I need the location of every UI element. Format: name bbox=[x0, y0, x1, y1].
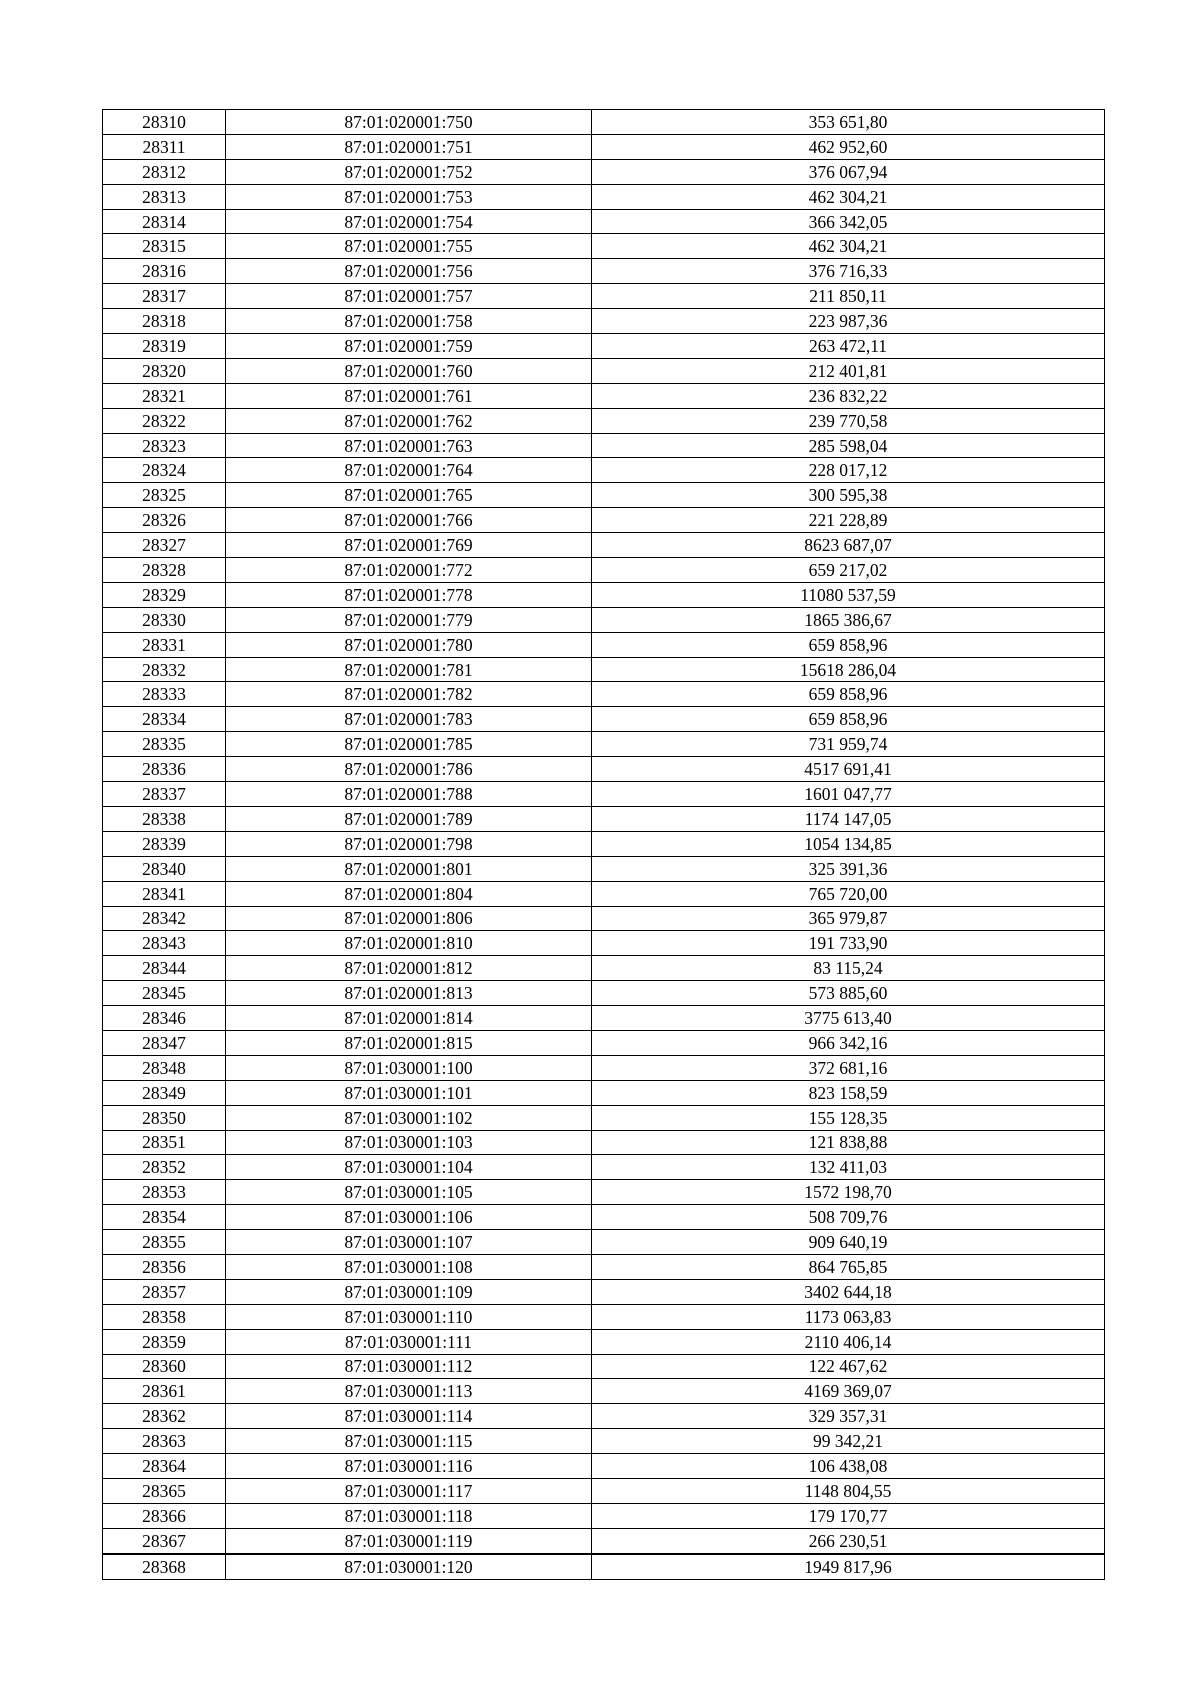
row-number-cell: 28351 bbox=[103, 1130, 226, 1155]
table-row bbox=[103, 234, 1105, 259]
row-number-cell: 28331 bbox=[103, 632, 226, 657]
table-row bbox=[103, 184, 1105, 209]
table-row bbox=[103, 632, 1105, 657]
cadastral-number-cell: 87:01:020001:782 bbox=[226, 682, 592, 707]
table-row bbox=[103, 533, 1105, 558]
cadastral-value-cell: 83 115,24 bbox=[592, 956, 1105, 981]
cadastral-number-cell: 87:01:030001:120 bbox=[226, 1554, 592, 1579]
cadastral-value-cell: 263 472,11 bbox=[592, 334, 1105, 359]
cadastral-value-cell: 122 467,62 bbox=[592, 1354, 1105, 1379]
row-number-cell: 28332 bbox=[103, 657, 226, 682]
table-row bbox=[103, 1279, 1105, 1304]
cadastral-value-cell: 365 979,87 bbox=[592, 906, 1105, 931]
row-number-cell: 28336 bbox=[103, 757, 226, 782]
cadastral-value-cell: 221 228,89 bbox=[592, 508, 1105, 533]
cadastral-number-cell: 87:01:020001:788 bbox=[226, 782, 592, 807]
cadastral-value-cell: 132 411,03 bbox=[592, 1155, 1105, 1180]
cadastral-value-cell: 909 640,19 bbox=[592, 1230, 1105, 1255]
cadastral-value-cell: 179 170,77 bbox=[592, 1503, 1105, 1528]
cadastral-number-cell: 87:01:030001:106 bbox=[226, 1205, 592, 1230]
cadastral-value-cell: 765 720,00 bbox=[592, 881, 1105, 906]
cadastral-number-cell: 87:01:020001:756 bbox=[226, 259, 592, 284]
cadastral-number-cell: 87:01:030001:100 bbox=[226, 1055, 592, 1080]
row-number-cell: 28345 bbox=[103, 981, 226, 1006]
cadastral-number-cell: 87:01:020001:801 bbox=[226, 856, 592, 881]
table-row bbox=[103, 1230, 1105, 1255]
table-row bbox=[103, 1055, 1105, 1080]
cadastral-value-cell: 2110 406,14 bbox=[592, 1329, 1105, 1354]
cadastral-value-cell: 325 391,36 bbox=[592, 856, 1105, 881]
cadastral-number-cell: 87:01:020001:779 bbox=[226, 607, 592, 632]
row-number-cell: 28360 bbox=[103, 1354, 226, 1379]
row-number-cell: 28321 bbox=[103, 383, 226, 408]
row-number-cell: 28310 bbox=[103, 110, 226, 135]
cadastral-value-cell: 659 217,02 bbox=[592, 558, 1105, 583]
row-number-cell: 28368 bbox=[103, 1554, 226, 1579]
row-number-cell: 28363 bbox=[103, 1429, 226, 1454]
table-row bbox=[103, 309, 1105, 334]
table-row bbox=[103, 1180, 1105, 1205]
cadastral-value-cell: 3775 613,40 bbox=[592, 1006, 1105, 1031]
cadastral-number-cell: 87:01:020001:758 bbox=[226, 309, 592, 334]
cadastral-number-cell: 87:01:030001:115 bbox=[226, 1429, 592, 1454]
table-row bbox=[103, 806, 1105, 831]
table-row bbox=[103, 259, 1105, 284]
cadastral-value-cell: 462 304,21 bbox=[592, 184, 1105, 209]
table-row bbox=[103, 134, 1105, 159]
row-number-cell: 28344 bbox=[103, 956, 226, 981]
table-row bbox=[103, 358, 1105, 383]
cadastral-number-cell: 87:01:030001:113 bbox=[226, 1379, 592, 1404]
row-number-cell: 28347 bbox=[103, 1030, 226, 1055]
row-number-cell: 28328 bbox=[103, 558, 226, 583]
cadastral-value-cell: 353 651,80 bbox=[592, 110, 1105, 135]
cadastral-value-cell: 462 952,60 bbox=[592, 134, 1105, 159]
table-row bbox=[103, 657, 1105, 682]
cadastral-value-cell: 15618 286,04 bbox=[592, 657, 1105, 682]
cadastral-value-cell: 223 987,36 bbox=[592, 309, 1105, 334]
cadastral-value-cell: 1173 063,83 bbox=[592, 1304, 1105, 1329]
cadastral-number-cell: 87:01:030001:111 bbox=[226, 1329, 592, 1354]
cadastral-number-cell: 87:01:020001:785 bbox=[226, 732, 592, 757]
cadastral-number-cell: 87:01:020001:804 bbox=[226, 881, 592, 906]
table-row bbox=[103, 1329, 1105, 1354]
row-number-cell: 28338 bbox=[103, 806, 226, 831]
cadastral-number-cell: 87:01:030001:105 bbox=[226, 1180, 592, 1205]
cadastral-value-cell: 4169 369,07 bbox=[592, 1379, 1105, 1404]
cadastral-value-cell: 228 017,12 bbox=[592, 458, 1105, 483]
row-number-cell: 28326 bbox=[103, 508, 226, 533]
row-number-cell: 28359 bbox=[103, 1329, 226, 1354]
cadastral-number-cell: 87:01:020001:812 bbox=[226, 956, 592, 981]
cadastral-value-cell: 864 765,85 bbox=[592, 1254, 1105, 1279]
cadastral-number-cell: 87:01:020001:754 bbox=[226, 209, 592, 234]
table-row bbox=[103, 757, 1105, 782]
cadastral-number-cell: 87:01:020001:783 bbox=[226, 707, 592, 732]
row-number-cell: 28337 bbox=[103, 782, 226, 807]
row-number-cell: 28366 bbox=[103, 1503, 226, 1528]
cadastral-value-cell: 376 067,94 bbox=[592, 159, 1105, 184]
table-row bbox=[103, 408, 1105, 433]
table-row bbox=[103, 1205, 1105, 1230]
cadastral-number-cell: 87:01:020001:786 bbox=[226, 757, 592, 782]
table-row bbox=[103, 1030, 1105, 1055]
table-row bbox=[103, 856, 1105, 881]
row-number-cell: 28324 bbox=[103, 458, 226, 483]
row-number-cell: 28314 bbox=[103, 209, 226, 234]
cadastral-number-cell: 87:01:030001:119 bbox=[226, 1528, 592, 1553]
cadastral-value-cell: 11080 537,59 bbox=[592, 582, 1105, 607]
cadastral-value-cell: 573 885,60 bbox=[592, 981, 1105, 1006]
table-row bbox=[103, 1354, 1105, 1379]
row-number-cell: 28320 bbox=[103, 358, 226, 383]
cadastral-number-cell: 87:01:020001:806 bbox=[226, 906, 592, 931]
row-number-cell: 28358 bbox=[103, 1304, 226, 1329]
cadastral-number-cell: 87:01:030001:118 bbox=[226, 1503, 592, 1528]
row-number-cell: 28330 bbox=[103, 607, 226, 632]
row-number-cell: 28316 bbox=[103, 259, 226, 284]
cadastral-value-cell: 285 598,04 bbox=[592, 433, 1105, 458]
table-row bbox=[103, 682, 1105, 707]
table-row bbox=[103, 1478, 1105, 1503]
row-number-cell: 28356 bbox=[103, 1254, 226, 1279]
cadastral-number-cell: 87:01:030001:101 bbox=[226, 1080, 592, 1105]
row-number-cell: 28343 bbox=[103, 931, 226, 956]
table-row bbox=[103, 956, 1105, 981]
row-number-cell: 28311 bbox=[103, 134, 226, 159]
cadastral-number-cell: 87:01:030001:116 bbox=[226, 1454, 592, 1479]
cadastral-number-cell: 87:01:030001:103 bbox=[226, 1130, 592, 1155]
row-number-cell: 28342 bbox=[103, 906, 226, 931]
cadastral-number-cell: 87:01:020001:750 bbox=[226, 110, 592, 135]
cadastral-number-cell: 87:01:020001:755 bbox=[226, 234, 592, 259]
cadastral-number-cell: 87:01:020001:751 bbox=[226, 134, 592, 159]
cadastral-value-cell: 211 850,11 bbox=[592, 284, 1105, 309]
table-row bbox=[103, 881, 1105, 906]
cadastral-value-cell: 731 959,74 bbox=[592, 732, 1105, 757]
cadastral-value-cell: 966 342,16 bbox=[592, 1030, 1105, 1055]
row-number-cell: 28357 bbox=[103, 1279, 226, 1304]
cadastral-value-cell: 1949 817,96 bbox=[592, 1554, 1105, 1579]
row-number-cell: 28353 bbox=[103, 1180, 226, 1205]
cadastral-value-cell: 1572 198,70 bbox=[592, 1180, 1105, 1205]
cadastral-number-cell: 87:01:020001:761 bbox=[226, 383, 592, 408]
row-number-cell: 28346 bbox=[103, 1006, 226, 1031]
cadastral-number-cell: 87:01:020001:766 bbox=[226, 508, 592, 533]
table-row bbox=[103, 483, 1105, 508]
cadastral-value-cell: 8623 687,07 bbox=[592, 533, 1105, 558]
cadastral-number-cell: 87:01:020001:760 bbox=[226, 358, 592, 383]
cadastral-value-cell: 508 709,76 bbox=[592, 1205, 1105, 1230]
table-row bbox=[103, 159, 1105, 184]
cadastral-value-cell: 212 401,81 bbox=[592, 358, 1105, 383]
cadastral-value-cell: 191 733,90 bbox=[592, 931, 1105, 956]
cadastral-value-cell: 236 832,22 bbox=[592, 383, 1105, 408]
cadastral-value-cell: 121 838,88 bbox=[592, 1130, 1105, 1155]
cadastral-number-cell: 87:01:020001:757 bbox=[226, 284, 592, 309]
cadastral-number-cell: 87:01:020001:781 bbox=[226, 657, 592, 682]
cadastral-number-cell: 87:01:020001:769 bbox=[226, 533, 592, 558]
cadastral-number-cell: 87:01:020001:815 bbox=[226, 1030, 592, 1055]
cadastral-number-cell: 87:01:020001:778 bbox=[226, 582, 592, 607]
cadastral-number-cell: 87:01:030001:110 bbox=[226, 1304, 592, 1329]
cadastral-number-cell: 87:01:020001:759 bbox=[226, 334, 592, 359]
row-number-cell: 28352 bbox=[103, 1155, 226, 1180]
cadastral-number-cell: 87:01:030001:114 bbox=[226, 1404, 592, 1429]
row-number-cell: 28329 bbox=[103, 582, 226, 607]
table-row bbox=[103, 508, 1105, 533]
cadastral-number-cell: 87:01:020001:764 bbox=[226, 458, 592, 483]
row-number-cell: 28349 bbox=[103, 1080, 226, 1105]
cadastral-number-cell: 87:01:020001:762 bbox=[226, 408, 592, 433]
table-row bbox=[103, 1528, 1105, 1553]
table-row bbox=[103, 732, 1105, 757]
table-row bbox=[103, 1503, 1105, 1528]
cadastral-number-cell: 87:01:030001:109 bbox=[226, 1279, 592, 1304]
row-number-cell: 28341 bbox=[103, 881, 226, 906]
cadastral-number-cell: 87:01:020001:763 bbox=[226, 433, 592, 458]
row-number-cell: 28325 bbox=[103, 483, 226, 508]
row-number-cell: 28350 bbox=[103, 1105, 226, 1130]
cadastral-value-cell: 329 357,31 bbox=[592, 1404, 1105, 1429]
row-number-cell: 28348 bbox=[103, 1055, 226, 1080]
row-number-cell: 28354 bbox=[103, 1205, 226, 1230]
cadastral-value-cell: 239 770,58 bbox=[592, 408, 1105, 433]
row-number-cell: 28362 bbox=[103, 1404, 226, 1429]
table-row bbox=[103, 1105, 1105, 1130]
table-row bbox=[103, 1155, 1105, 1180]
cadastral-number-cell: 87:01:030001:117 bbox=[226, 1478, 592, 1503]
cadastral-value-cell: 659 858,96 bbox=[592, 682, 1105, 707]
cadastral-number-cell: 87:01:020001:814 bbox=[226, 1006, 592, 1031]
table-row bbox=[103, 334, 1105, 359]
row-number-cell: 28333 bbox=[103, 682, 226, 707]
row-number-cell: 28339 bbox=[103, 831, 226, 856]
cadastral-value-cell: 106 438,08 bbox=[592, 1454, 1105, 1479]
cadastral-number-cell: 87:01:020001:810 bbox=[226, 931, 592, 956]
row-number-cell: 28367 bbox=[103, 1528, 226, 1553]
row-number-cell: 28364 bbox=[103, 1454, 226, 1479]
row-number-cell: 28361 bbox=[103, 1379, 226, 1404]
table-row bbox=[103, 433, 1105, 458]
table-row bbox=[103, 707, 1105, 732]
cadastral-value-cell: 1865 386,67 bbox=[592, 607, 1105, 632]
table-row bbox=[103, 906, 1105, 931]
cadastral-value-cell: 300 595,38 bbox=[592, 483, 1105, 508]
table-row bbox=[103, 1379, 1105, 1404]
row-number-cell: 28335 bbox=[103, 732, 226, 757]
cadastral-value-cell: 366 342,05 bbox=[592, 209, 1105, 234]
table-row bbox=[103, 782, 1105, 807]
cadastral-number-cell: 87:01:030001:112 bbox=[226, 1354, 592, 1379]
cadastral-value-cell: 659 858,96 bbox=[592, 632, 1105, 657]
table-row bbox=[103, 1404, 1105, 1429]
table-row bbox=[103, 1130, 1105, 1155]
cadastral-value-cell: 372 681,16 bbox=[592, 1055, 1105, 1080]
cadastral-value-cell: 462 304,21 bbox=[592, 234, 1105, 259]
cadastral-number-cell: 87:01:020001:780 bbox=[226, 632, 592, 657]
row-number-cell: 28365 bbox=[103, 1478, 226, 1503]
row-number-cell: 28312 bbox=[103, 159, 226, 184]
cadastral-number-cell: 87:01:030001:107 bbox=[226, 1230, 592, 1255]
table-row bbox=[103, 458, 1105, 483]
cadastral-value-cell: 99 342,21 bbox=[592, 1429, 1105, 1454]
table-row bbox=[103, 209, 1105, 234]
row-number-cell: 28327 bbox=[103, 533, 226, 558]
cadastral-number-cell: 87:01:030001:108 bbox=[226, 1254, 592, 1279]
table-row bbox=[103, 831, 1105, 856]
table-row bbox=[103, 1454, 1105, 1479]
cadastral-number-cell: 87:01:030001:102 bbox=[226, 1105, 592, 1130]
row-number-cell: 28317 bbox=[103, 284, 226, 309]
cadastral-number-cell: 87:01:020001:772 bbox=[226, 558, 592, 583]
cadastral-number-cell: 87:01:020001:752 bbox=[226, 159, 592, 184]
row-number-cell: 28323 bbox=[103, 433, 226, 458]
cadastral-number-cell: 87:01:020001:753 bbox=[226, 184, 592, 209]
table-row bbox=[103, 383, 1105, 408]
table-row bbox=[103, 1254, 1105, 1279]
cadastral-value-cell: 1601 047,77 bbox=[592, 782, 1105, 807]
cadastral-value-cell: 1148 804,55 bbox=[592, 1478, 1105, 1503]
table-row bbox=[103, 582, 1105, 607]
cadastral-value-cell: 1054 134,85 bbox=[592, 831, 1105, 856]
table-row bbox=[103, 558, 1105, 583]
cadastral-number-cell: 87:01:020001:813 bbox=[226, 981, 592, 1006]
row-number-cell: 28322 bbox=[103, 408, 226, 433]
table-row bbox=[103, 1304, 1105, 1329]
table-row bbox=[103, 1429, 1105, 1454]
cadastral-value-cell: 659 858,96 bbox=[592, 707, 1105, 732]
cadastral-value-cell: 823 158,59 bbox=[592, 1080, 1105, 1105]
table-row bbox=[103, 981, 1105, 1006]
row-number-cell: 28355 bbox=[103, 1230, 226, 1255]
table-row bbox=[103, 1080, 1105, 1105]
cadastral-value-cell: 4517 691,41 bbox=[592, 757, 1105, 782]
cadastral-number-cell: 87:01:020001:789 bbox=[226, 806, 592, 831]
row-number-cell: 28313 bbox=[103, 184, 226, 209]
table-row bbox=[103, 931, 1105, 956]
table-row bbox=[103, 1554, 1105, 1579]
cadastral-number-cell: 87:01:020001:798 bbox=[226, 831, 592, 856]
cadastral-value-cell: 376 716,33 bbox=[592, 259, 1105, 284]
cadastral-value-table bbox=[102, 109, 1105, 1580]
table-body bbox=[103, 110, 1105, 1580]
table-row bbox=[103, 284, 1105, 309]
row-number-cell: 28319 bbox=[103, 334, 226, 359]
cadastral-value-cell: 3402 644,18 bbox=[592, 1279, 1105, 1304]
table-row bbox=[103, 1006, 1105, 1031]
row-number-cell: 28340 bbox=[103, 856, 226, 881]
cadastral-value-cell: 155 128,35 bbox=[592, 1105, 1105, 1130]
cadastral-number-cell: 87:01:020001:765 bbox=[226, 483, 592, 508]
cadastral-value-cell: 266 230,51 bbox=[592, 1528, 1105, 1553]
row-number-cell: 28315 bbox=[103, 234, 226, 259]
cadastral-value-cell: 1174 147,05 bbox=[592, 806, 1105, 831]
cadastral-number-cell: 87:01:030001:104 bbox=[226, 1155, 592, 1180]
row-number-cell: 28318 bbox=[103, 309, 226, 334]
table-row bbox=[103, 607, 1105, 632]
table-row bbox=[103, 110, 1105, 135]
row-number-cell: 28334 bbox=[103, 707, 226, 732]
